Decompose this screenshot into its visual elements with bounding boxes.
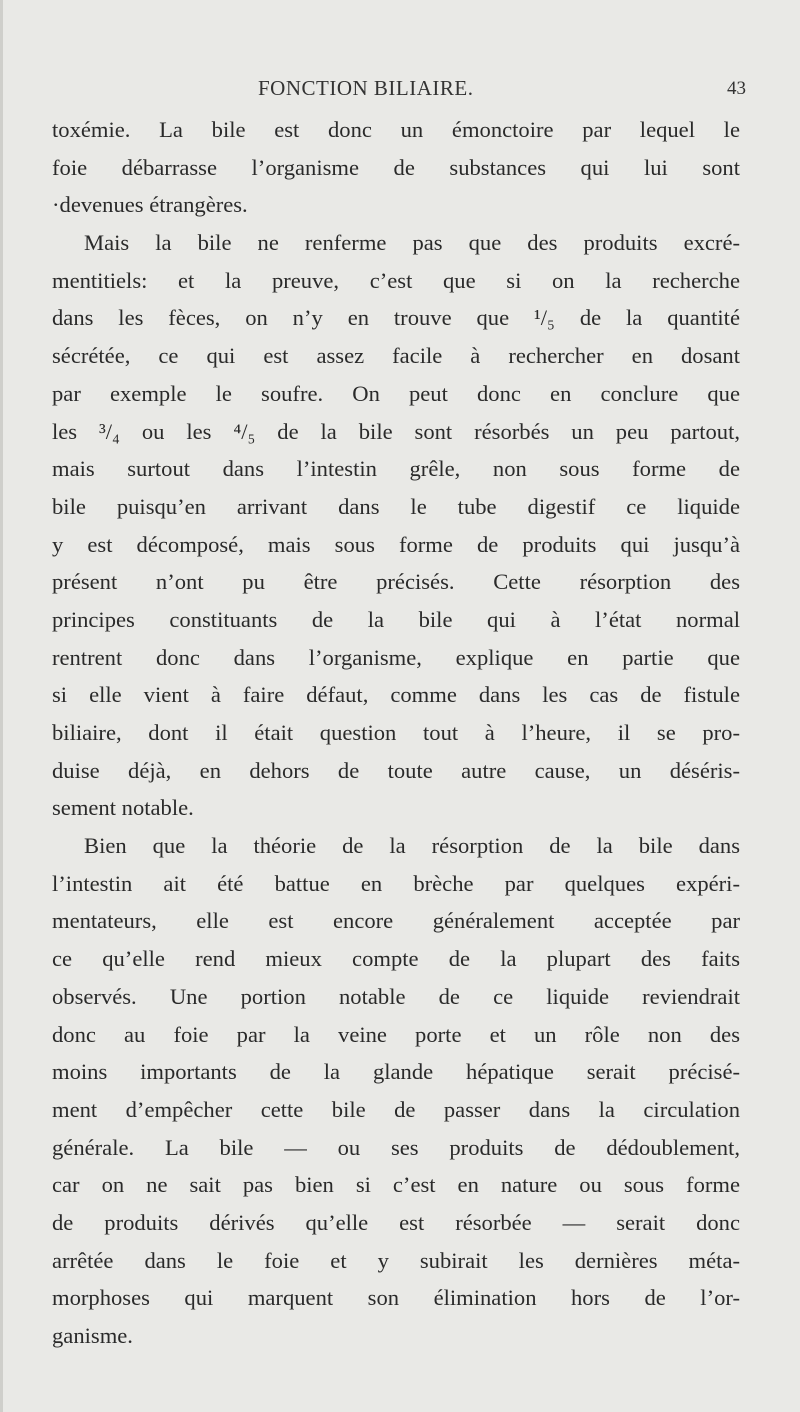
text-line: mentateurs, elle est encore généralement acceptée par — [52, 908, 740, 934]
text-line: observés. Une portion notable de ce liquide reviendrait — [52, 983, 740, 1009]
text-line: rentrent donc dans l’organisme, explique en partie que — [52, 644, 740, 670]
text-line: principes constituants de la bile qui à l’état normal — [52, 606, 740, 632]
text-line: ·devenues étrangères. — [52, 192, 248, 218]
text-line: duise déjà, en dehors de toute autre cause, un déséris- — [52, 757, 740, 783]
text-line: présent n’ont pu être précisés. Cette résorption des — [52, 569, 740, 595]
text-line: Mais la bile ne renferme pas que des produits excré- — [84, 230, 740, 256]
text-line: mais surtout dans l’intestin grêle, non sous forme de — [52, 456, 740, 482]
text-line: si elle vient à faire défaut, comme dans les cas de fistule — [52, 682, 740, 708]
running-title: FONCTION BILIAIRE. — [258, 76, 474, 100]
text-line: foie débarrasse l’organisme de substances qui lui sont — [52, 154, 740, 180]
text-line: sement notable. — [52, 795, 194, 821]
text-line: y est décomposé, mais sous forme de produits qui jusqu’à — [52, 531, 740, 557]
text-line: moins importants de la glande hépatique serait précisé- — [52, 1059, 740, 1085]
page-header — [0, 76, 800, 106]
page-number: 43 — [727, 78, 746, 99]
text-line: bile puisqu’en arrivant dans le tube digestif ce liquide — [52, 493, 740, 519]
text-line: biliaire, dont il était question tout à l’heure, il se pro- — [52, 720, 740, 745]
text-line: l’intestin ait été battue en brèche par quelques expéri- — [52, 870, 740, 896]
text-line: ganisme. — [52, 1323, 133, 1348]
text-line: par exemple le soufre. On peut donc en conclure que — [52, 380, 740, 406]
page-edge — [0, 0, 3, 1412]
text-line: morphoses qui marquent son élimination hors de l’or- — [52, 1285, 740, 1311]
text-line: donc au foie par la veine porte et un rôle non des — [52, 1021, 740, 1047]
text-line: générale. La bile — ou ses produits de dédoublement, — [52, 1134, 740, 1160]
text-line: car on ne sait pas bien si c’est en nature ou sous forme — [52, 1172, 740, 1198]
text-line: toxémie. La bile est donc un émonctoire par lequel le — [52, 117, 740, 142]
text-line: sécrétée, ce qui est assez facile à rechercher en dosant — [52, 343, 740, 369]
text-line: de produits dérivés qu’elle est résorbée — serait donc — [52, 1209, 740, 1235]
text-line: dans les fèces, on n’y en trouve que ¹/₅ de la quantité — [52, 305, 740, 331]
text-line: ce qu’elle rend mieux compte de la plupart des faits — [52, 946, 740, 972]
text-line: ment d’empêcher cette bile de passer dans la circulation — [52, 1096, 740, 1122]
text-line: Bien que la théorie de la résorption de la bile dans — [84, 833, 740, 859]
text-line: les ³/₄ ou les ⁴/₅ de la bile sont résorbés un peu partout, — [52, 418, 740, 444]
body-text — [52, 111, 740, 1355]
text-line: arrêtée dans le foie et y subirait les dernières méta- — [52, 1247, 740, 1273]
text-line: mentitiels: et la preuve, c’est que si on la recherche — [52, 267, 740, 293]
